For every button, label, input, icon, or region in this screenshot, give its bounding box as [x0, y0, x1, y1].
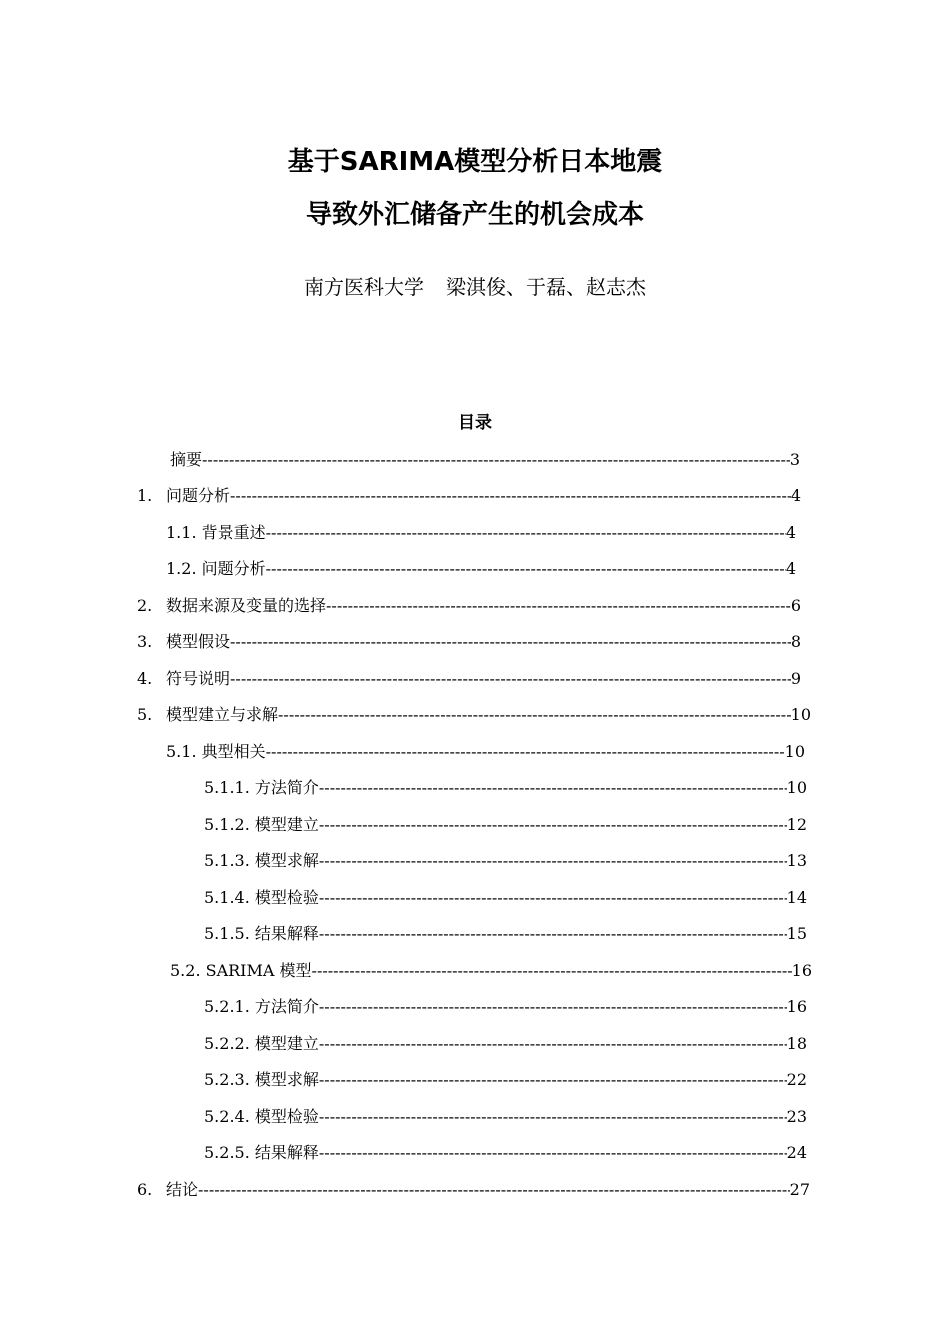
- toc-entry-section-1-1: [166, 521, 796, 545]
- toc-entry-section-5-1-5: [204, 922, 807, 946]
- toc-entry-page: 13: [786, 851, 807, 870]
- toc-entry-section-6: [137, 1178, 810, 1202]
- toc-entry-number: 1.: [137, 486, 153, 505]
- toc-entry-label: 5.1.2. 模型建立: [204, 815, 319, 834]
- toc-entry-page: 15: [786, 924, 807, 943]
- toc-entry-section-5-2-1: [204, 995, 807, 1019]
- toc-entry-label: 5.1.5. 结果解释: [204, 924, 319, 943]
- toc-entry-label: 5.1.1. 方法简介: [204, 778, 319, 797]
- toc-entry-label: 5.1.4. 模型检验: [204, 888, 319, 907]
- toc-entry-label: 5.2.1. 方法简介: [204, 997, 319, 1016]
- toc-entry-label: 5.2.5. 结果解释: [204, 1143, 319, 1162]
- toc-heading: 目录: [458, 413, 492, 433]
- toc-entry-section-5-2-5: [204, 1141, 807, 1165]
- toc-entry-number: 5.: [137, 705, 153, 724]
- toc-entry-page: 14: [786, 888, 807, 907]
- toc-entry-section-3: [137, 630, 801, 654]
- toc-entry-label: 模型假设: [166, 632, 231, 651]
- toc-entry-number: 3.: [137, 632, 153, 651]
- toc-entry-page: 8: [790, 632, 801, 651]
- toc-entry-section-5-1: [166, 740, 805, 764]
- toc-entry-page: 22: [786, 1070, 807, 1089]
- document-title-line-1: 基于SARIMA模型分析日本地震: [287, 147, 663, 177]
- toc-entry-label: 1.1. 背景重述: [166, 523, 266, 542]
- toc-entry-label: 模型建立与求解: [166, 705, 279, 724]
- toc-entry-label: 5.2.3. 模型求解: [204, 1070, 319, 1089]
- toc-entry-page: 27: [789, 1180, 810, 1199]
- toc-entry-page: 4: [790, 486, 801, 505]
- toc-entry-number: 2.: [137, 596, 153, 615]
- toc-entry-label: 5.1. 典型相关: [166, 742, 266, 761]
- toc-entry-section-5-1-4: [204, 886, 807, 910]
- toc-entry-section-5-2-2: [204, 1032, 807, 1056]
- toc-entry-page: 9: [790, 669, 801, 688]
- toc-entry-section-5-2-4: [204, 1105, 807, 1129]
- toc-entry-label: 问题分析: [166, 486, 231, 505]
- toc-entry-section-1-2: [166, 557, 796, 581]
- toc-entry-section-2: [137, 594, 801, 618]
- toc-entry-page: 16: [786, 997, 807, 1016]
- toc-entry-section-5: [137, 703, 811, 727]
- toc-entry-page: 23: [786, 1107, 807, 1126]
- toc-entry-section-4: [137, 667, 801, 691]
- toc-entry-page: 10: [790, 705, 811, 724]
- affiliation: 南方医科大学: [304, 275, 424, 299]
- toc-entry-section-5-2: [170, 959, 812, 983]
- toc-entry-label: 5.1.3. 模型求解: [204, 851, 319, 870]
- toc-entry-page: 10: [786, 778, 807, 797]
- toc-entry-page: 4: [785, 523, 796, 542]
- toc-entry-page: 16: [791, 961, 812, 980]
- toc-entry-page: 10: [784, 742, 805, 761]
- author-names: 梁淇俊、于磊、赵志杰: [446, 275, 646, 299]
- toc-entry-number: 4.: [137, 669, 153, 688]
- toc-entry-label: 结论: [166, 1180, 199, 1199]
- author-line: [0, 273, 950, 301]
- toc-entry-label: 5.2. SARIMA 模型: [170, 961, 312, 980]
- toc-entry-page: 24: [786, 1143, 807, 1162]
- toc-entry-label: 1.2. 问题分析: [166, 559, 266, 578]
- toc-entry-label: 5.2.2. 模型建立: [204, 1034, 319, 1053]
- toc-entry-page: 12: [786, 815, 807, 834]
- toc-entry-page: 6: [790, 596, 801, 615]
- toc-entry-label: 数据来源及变量的选择: [166, 596, 327, 615]
- toc-entry-abstract: [170, 448, 800, 472]
- document-title-line-2: 导致外汇储备产生的机会成本: [305, 200, 644, 230]
- toc-entry-label: 符号说明: [166, 669, 231, 688]
- toc-entry-page: 18: [786, 1034, 807, 1053]
- toc-entry-section-5-1-2: [204, 813, 807, 837]
- toc-entry-page: 4: [785, 559, 796, 578]
- toc-entry-page: 3: [789, 450, 800, 469]
- toc-entry-section-5-2-3: [204, 1068, 807, 1092]
- toc-entry-section-1: [137, 484, 801, 508]
- toc-entry-section-5-1-1: [204, 776, 807, 800]
- toc-entry-label: 摘要: [170, 450, 203, 469]
- toc-entry-label: 5.2.4. 模型检验: [204, 1107, 319, 1126]
- toc-entry-section-5-1-3: [204, 849, 807, 873]
- toc-entry-number: 6.: [137, 1180, 153, 1199]
